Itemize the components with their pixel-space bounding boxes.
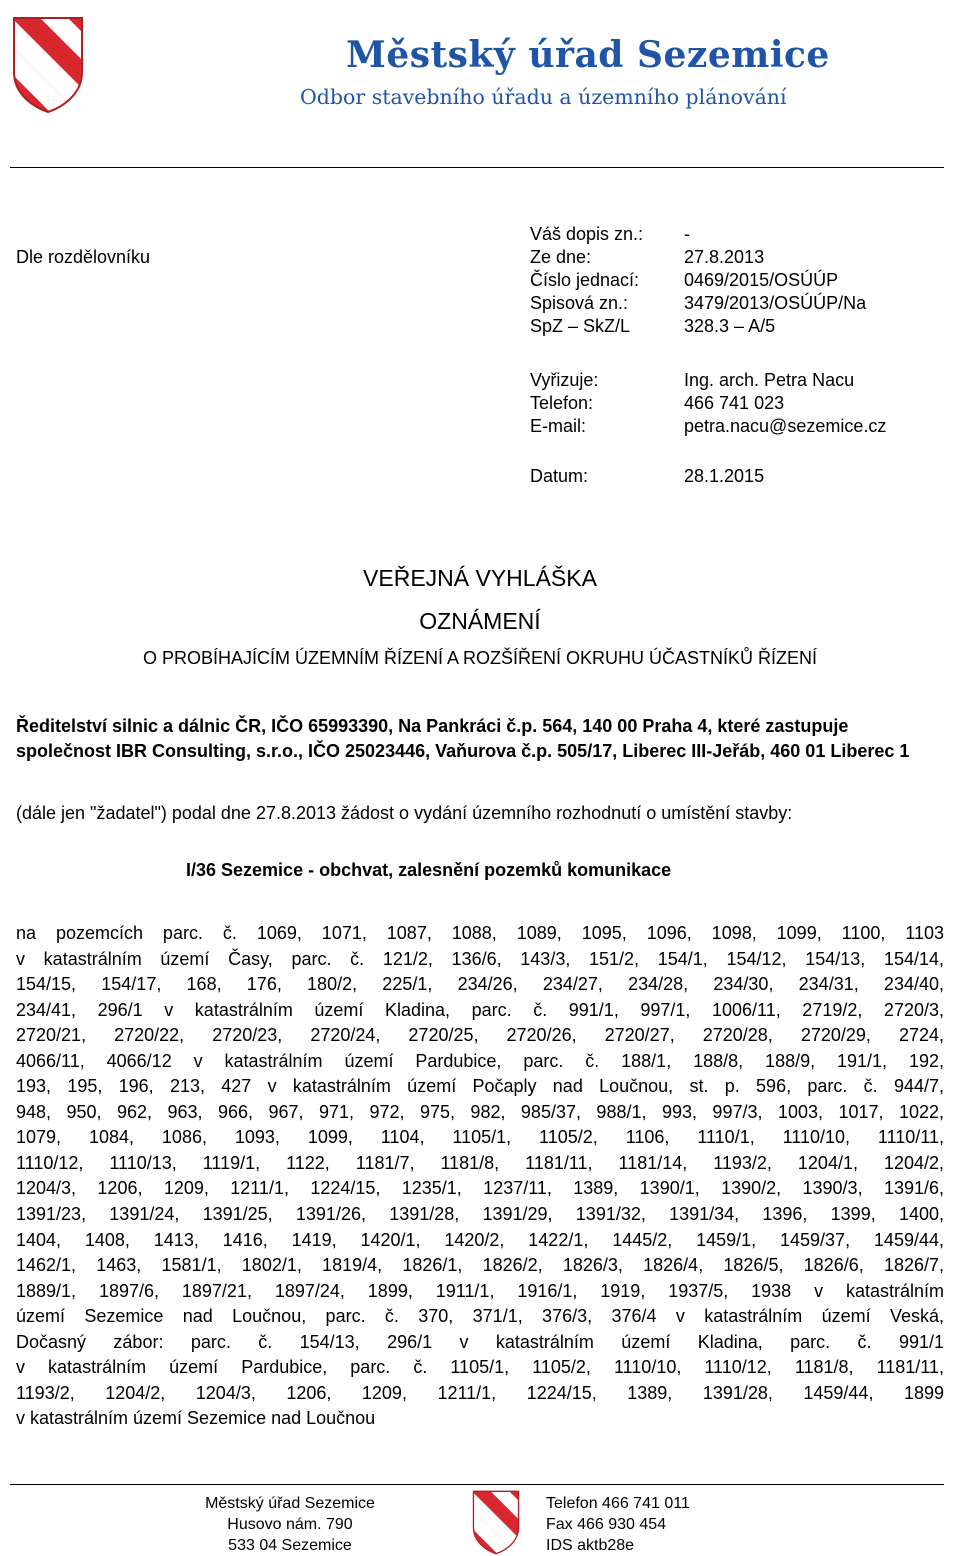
recipient: Dle rozdělovníku — [16, 247, 151, 267]
footer-line: Fax 466 930 454 — [546, 1516, 667, 1533]
request-paragraph: (dále jen "žadatel") podal dne 27.8.2013 žádost o vydání územního rozhodnutí o umístění stavby: — [16, 803, 793, 823]
footer-line: Městský úřad Sezemice — [205, 1495, 375, 1512]
parcels-line: 1404, 1408, 1413, 1416, 1419, 1420/1, 1420/2, 1422/1, 1445/2, 1459/1, 1459/37, 1459/44, — [16, 1229, 944, 1250]
municipal-crest-icon — [12, 16, 84, 114]
parcels-line: na pozemcích parc. č. 1069, 1071, 1087, 1088, 1089, 1095, 1096, 1098, 1099, 1100, 1103 — [16, 923, 944, 943]
ref-value: Ing. arch. Petra Nacu — [684, 370, 855, 390]
footer-line: Telefon 466 741 011 — [546, 1495, 690, 1512]
notice-subtitle: OZNÁMENÍ — [419, 608, 541, 634]
footer-contacts — [546, 1493, 690, 1556]
parcels-line: 1204/3, 1206, 1209, 1211/1, 1224/15, 1235/1, 1237/11, 1389, 1390/1, 1390/2, 1390/3, 1391/6, — [16, 1178, 944, 1199]
ref-value: 3479/2013/OSÚÚP/Na — [684, 293, 867, 313]
parcels-line: v katastrálním území Časy, parc. č. 121/2, 136/6, 143/3, 151/2, 154/1, 154/12, 154/13, 154/14, — [16, 948, 944, 969]
notice-heading: O PROBÍHAJÍCÍM ÚZEMNÍM ŘÍZENÍ A ROZŠÍŘENÍ OKRUHU ÚČASTNÍKŮ ŘÍZENÍ — [142, 648, 818, 668]
org-subtitle: Odbor stavebního úřadu a územního plánování — [300, 85, 787, 109]
parcels-line: 1193/2, 1204/2, 1204/3, 1206, 1209, 1211/1, 1224/15, 1389, 1391/28, 1459/44, 1899 — [16, 1382, 944, 1403]
project-name: I/36 Sezemice - obchvat, zalesnění pozemků komunikace — [186, 860, 672, 880]
parcels-line: 234/41, 296/1 v katastrálním území Kladina, parc. č. 991/1, 997/1, 1006/11, 2719/2, 2720/3, — [16, 999, 944, 1020]
ref-label: Číslo jednací: — [530, 270, 640, 290]
org-title: Městský úřad Sezemice — [346, 34, 830, 76]
parcels-line: v katastrálním území Pardubice, parc. č. 1105/1, 1105/2, 1110/10, 1110/12, 1181/8, 1181/11, — [16, 1357, 944, 1378]
ref-value: 0469/2015/OSÚÚP — [684, 270, 839, 290]
parcels-line: Dočasný zábor: parc. č. 154/13, 296/1 v katastrálním území Kladina, parc. č. 991/1 — [16, 1331, 944, 1352]
parcels-paragraph — [16, 921, 944, 1432]
ref-label: SpZ – SkZ/L — [530, 316, 631, 336]
ref-label: Vyřizuje: — [530, 370, 599, 390]
parcels-line: 1079, 1084, 1086, 1093, 1099, 1104, 1105/1, 1105/2, 1106, 1110/1, 1110/10, 1110/11, — [16, 1127, 944, 1148]
ref-label: Datum: — [530, 466, 589, 486]
footer-line: IDS aktb28e — [546, 1537, 635, 1554]
parcels-line: 4066/11, 4066/12 v katastrálním území Pardubice, parc. č. 188/1, 188/8, 188/9, 191/1, 192, — [16, 1050, 944, 1071]
parcels-line: 1462/1, 1463, 1581/1, 1802/1, 1819/4, 1826/1, 1826/2, 1826/3, 1826/4, 1826/5, 1826/6, 1826/7, — [16, 1255, 944, 1276]
footer-crest-icon — [470, 1490, 522, 1555]
footer-address — [150, 1493, 430, 1556]
ref-value: 466 741 023 — [684, 393, 785, 413]
ref-value: 27.8.2013 — [684, 247, 765, 267]
parcels-line: v katastrálním území Sezemice nad Loučnou — [16, 1408, 376, 1429]
ref-value: 28.1.2015 — [684, 466, 765, 486]
header-divider — [10, 167, 944, 168]
ref-label: Telefon: — [530, 393, 594, 413]
ref-value: petra.nacu@sezemice.cz — [684, 416, 887, 436]
parcels-line: 1391/23, 1391/24, 1391/25, 1391/26, 1391/28, 1391/29, 1391/32, 1391/34, 1396, 1399, 1400, — [16, 1204, 944, 1225]
ref-label: Spisová zn.: — [530, 293, 629, 313]
ref-value: 328.3 – A/5 — [684, 316, 776, 336]
ref-label: Ze dne: — [530, 247, 592, 267]
ref-label: E-mail: — [530, 416, 587, 436]
ref-value: - — [684, 224, 690, 244]
parcels-line: 154/15, 154/17, 168, 176, 180/2, 225/1, 234/26, 234/27, 234/28, 234/30, 234/31, 234/40, — [16, 974, 944, 995]
parcels-line: 1889/1, 1897/6, 1897/21, 1897/24, 1899, 1911/1, 1916/1, 1919, 1937/5, 1938 v katastrálním — [16, 1280, 944, 1301]
parcels-line: 1110/12, 1110/13, 1119/1, 1122, 1181/7, 1181/8, 1181/11, 1181/14, 1193/2, 1204/1, 1204/2, — [16, 1152, 944, 1173]
notice-title: VEŘEJNÁ VYHLÁŠKA — [363, 565, 597, 591]
footer-divider — [10, 1484, 944, 1485]
parcels-line: 948, 950, 962, 963, 966, 967, 971, 972, 975, 982, 985/37, 988/1, 993, 997/3, 1003, 1017, 1022, — [16, 1101, 944, 1122]
parcels-line: území Sezemice nad Loučnou, parc. č. 370, 371/1, 376/3, 376/4 v katastrálním území Veská, — [16, 1306, 944, 1327]
parcels-line: 2720/21, 2720/22, 2720/23, 2720/24, 2720/25, 2720/26, 2720/27, 2720/28, 2720/29, 2724, — [16, 1025, 944, 1046]
parcels-line: 193, 195, 196, 213, 427 v katastrálním území Počaply nad Loučnou, st. p. 596, parc. č. 944/7, — [16, 1076, 944, 1097]
footer-line: 533 04 Sezemice — [228, 1537, 352, 1554]
applicant-paragraph: Ředitelství silnic a dálnic ČR, IČO 65993390, Na Pankráci č.p. 564, 140 00 Praha 4, které zastupuje společnost IBR Consulting, s.r.o., IČO 25023446, Vaňurova č.p. 505/17, Liberec III-Jeřáb, 460 01 Liberec 1 — [16, 716, 910, 761]
ref-label: Váš dopis zn.: — [530, 224, 644, 244]
footer-line: Husovo nám. 790 — [227, 1516, 353, 1533]
